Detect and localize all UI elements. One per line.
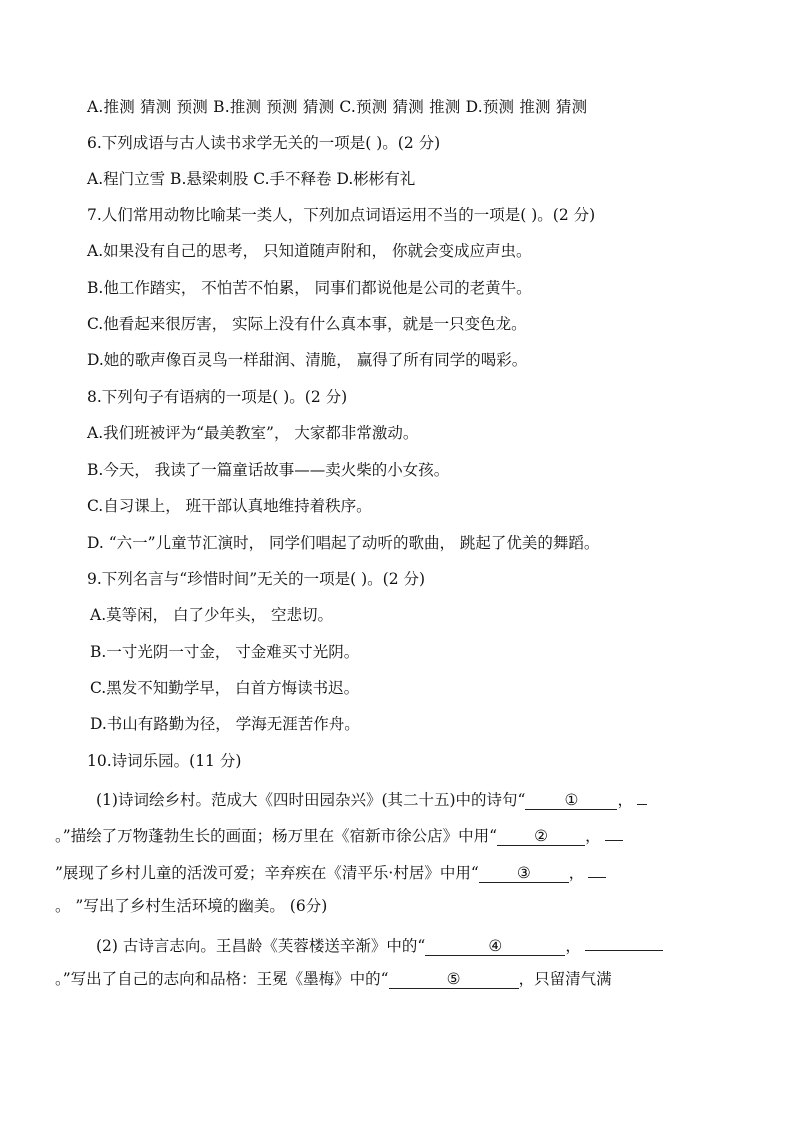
- answer-blank-1-cont[interactable]: [637, 786, 647, 805]
- q9-option-d: D.书山有路勤为径， 学海无涯苦作舟。: [90, 715, 360, 733]
- q8-option-a: A.我们班被评为“最美教室”， 大家都非常激动。: [87, 424, 419, 442]
- q10-p2-line2: [55, 968, 612, 990]
- answer-blank-2-cont[interactable]: [605, 822, 623, 841]
- answer-blank-4[interactable]: ④: [425, 937, 565, 956]
- q7-option-a: A.如果没有自己的思考， 只知道随声附和， 你就会变成应声虫。: [87, 242, 532, 260]
- answer-blank-1[interactable]: ①: [525, 791, 617, 810]
- q10-p2-line1: [96, 932, 663, 957]
- q5-options: A.推测 猜测 预测 B.推测 预测 猜测 C.预测 猜测 推测 D.预测 推测 猜测: [87, 98, 588, 116]
- q10-p1-line2: [55, 822, 623, 847]
- q10-stem: 10.诗词乐园。(11 分): [87, 752, 242, 770]
- q7-option-c: C.他看起来很厉害， 实际上没有什么真本事，就是一只变色龙。: [87, 315, 527, 333]
- q8-option-c: C.自习课上， 班干部认真地维持着秩序。: [87, 497, 372, 515]
- q10-p2-line1-comma: ，: [565, 937, 581, 955]
- q9-option-a: A.莫等闲， 白了少年头， 空悲切。: [90, 606, 333, 624]
- q8-stem: 8.下列句子有语病的一项是( )。(2 分): [87, 388, 348, 406]
- q10-p1-line1-text: (1)诗词绘乡村。范成大《四时田园杂兴》(其二十五)中的诗句“: [96, 791, 526, 809]
- answer-blank-3[interactable]: ③: [479, 864, 569, 883]
- q10-p1-line3-text: ”展现了乡村儿童的活泼可爱；辛弃疾在《清平乐·村居》中用“: [55, 864, 479, 882]
- q6-stem: 6.下列成语与古人读书求学无关的一项是( )。(2 分): [87, 134, 441, 152]
- q7-option-d: D.她的歌声像百灵鸟一样甜润、清脆， 赢得了所有同学的喝彩。: [87, 351, 528, 369]
- q9-stem: 9.下列名言与“珍惜时间”无关的一项是( )。(2 分): [87, 570, 426, 588]
- answer-blank-2[interactable]: ②: [497, 827, 585, 846]
- q10-p2-line2-tail: ，只留清气满: [518, 970, 612, 988]
- q10-p1-line2-text: 。”描绘了万物蓬勃生长的画面；杨万里在《宿新市徐公店》中用“: [55, 827, 498, 845]
- q10-p1-line4: 。 ”写出了乡村生活环境的幽美。 (6分): [55, 897, 328, 915]
- q9-option-c: C.黑发不知勤学早， 白首方悔读书迟。: [90, 679, 360, 697]
- q10-p1-line3: [55, 859, 606, 884]
- q8-option-b: B.今天， 我读了一篇童话故事——卖火柴的小女孩。: [87, 461, 450, 479]
- answer-blank-5[interactable]: ⑤: [389, 970, 519, 989]
- answer-blank-3-cont[interactable]: [588, 859, 606, 878]
- q10-p2-line1-text: (2) 古诗言志向。王昌龄《芙蓉楼送辛渐》中的“: [96, 937, 426, 955]
- q10-p1-line3-comma: ，: [568, 864, 585, 882]
- q6-options: A.程门立雪 B.悬梁刺股 C.手不释卷 D.彬彬有礼: [87, 170, 416, 188]
- q9-option-b: B.一寸光阴一寸金， 寸金难买寸光阴。: [90, 643, 360, 661]
- q10-p1-line2-comma: ，: [585, 827, 601, 845]
- q8-option-d: D. “六一”儿童节汇演时， 同学们唱起了动听的歌曲， 跳起了优美的舞蹈。: [87, 534, 600, 552]
- q10-p1-line1: [96, 786, 647, 811]
- q10-p2-line2-text: 。”写出了自己的志向和品格：王冕《墨梅》中的“: [55, 970, 389, 988]
- q10-p1-line1-comma: ，: [617, 791, 633, 809]
- q7-option-b: B.他工作踏实， 不怕苦不怕累， 同事们都说他是公司的老黄牛。: [87, 279, 532, 297]
- q7-stem: 7.人们常用动物比喻某一类人，下列加点词语运用不当的一项是( )。(2 分): [87, 206, 596, 224]
- answer-blank-4-cont[interactable]: [585, 932, 663, 951]
